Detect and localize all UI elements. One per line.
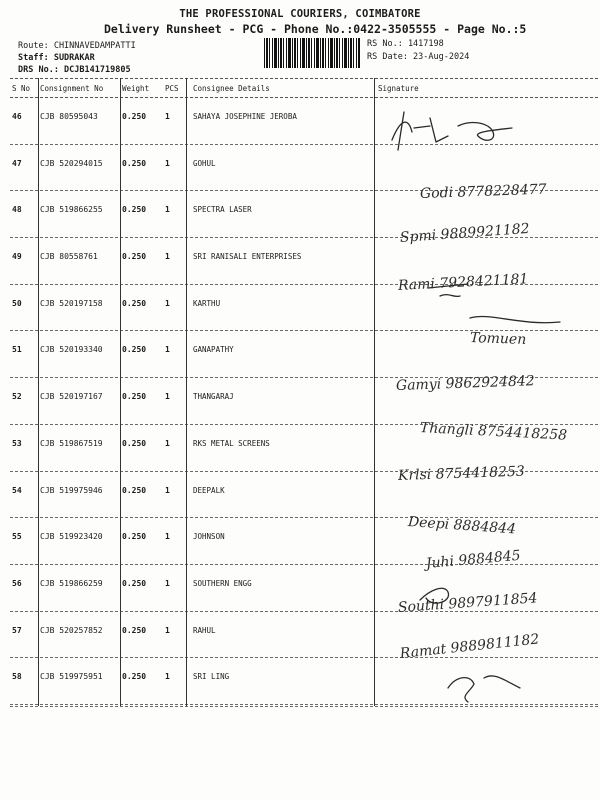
row-consignment: CJB 519923420 xyxy=(40,532,103,542)
row-consignee: THANGARAJ xyxy=(193,392,234,402)
col-weight: Weight xyxy=(122,84,150,93)
row-weight: 0.250 xyxy=(122,205,147,215)
row-sno: 53 xyxy=(12,438,22,448)
route-info xyxy=(18,40,136,76)
row-pcs: 1 xyxy=(165,485,170,495)
row-pcs: 1 xyxy=(165,112,170,121)
row-consignment: CJB 520193340 xyxy=(40,345,103,355)
row-pcs: 1 xyxy=(165,625,170,635)
row-consignment: CJB 519975951 xyxy=(40,672,103,682)
row-consignee: GANAPATHY xyxy=(193,345,234,355)
rs-date: RS Date: 23-Aug-2024 xyxy=(367,52,470,62)
company-name: THE PROFESSIONAL COURIERS, COIMBATORE xyxy=(179,8,421,20)
row-sno: 46 xyxy=(12,112,22,121)
signature-text: Juhi 9884845 xyxy=(425,547,522,572)
row-weight: 0.250 xyxy=(122,578,147,588)
column-divider xyxy=(186,78,187,706)
row-weight: 0.250 xyxy=(122,485,147,495)
row-weight: 0.250 xyxy=(122,252,147,262)
signature-text: Krlsi 8754418253 xyxy=(397,463,526,484)
table-row xyxy=(10,98,598,145)
signature-text: Spmi 9889921182 xyxy=(399,220,531,246)
row-weight: 0.250 xyxy=(122,345,147,355)
row-pcs: 1 xyxy=(165,298,170,308)
drs-number: DRS No.: DCJB141719805 xyxy=(18,65,131,75)
rs-number: RS No.: 1417198 xyxy=(367,39,444,49)
signature-text: Godi 8778228477 xyxy=(419,181,547,202)
row-sno: 58 xyxy=(12,672,22,682)
column-divider xyxy=(374,78,375,706)
row-sno: 47 xyxy=(12,158,22,168)
row-consignee: SAHAYA JOSEPHINE JEROBA xyxy=(193,112,297,121)
row-consignee: SRI RANISALI ENTERPRISES xyxy=(193,252,302,262)
table-row xyxy=(10,285,598,332)
row-sno: 50 xyxy=(12,298,22,308)
row-consignment: CJB 520197167 xyxy=(40,392,103,402)
row-weight: 0.250 xyxy=(122,298,147,308)
row-consignment: CJB 520197158 xyxy=(40,298,103,308)
staff-label: Staff: SUDRAKAR xyxy=(18,53,95,63)
row-consignment: CJB 519975946 xyxy=(40,485,103,495)
row-sno: 48 xyxy=(12,205,22,215)
row-weight: 0.250 xyxy=(122,532,147,542)
table-bottom-rule xyxy=(10,706,598,707)
row-consignee: DEEPALK xyxy=(193,485,225,495)
row-pcs: 1 xyxy=(165,252,170,262)
row-sno: 56 xyxy=(12,578,22,588)
row-pcs: 1 xyxy=(165,578,170,588)
col-signature: Signature xyxy=(378,84,419,93)
row-sno: 49 xyxy=(12,252,22,262)
row-pcs: 1 xyxy=(165,205,170,215)
runsheet-title: Delivery Runsheet - PCG - Phone No.:0422-3505555 - Page No.:5 xyxy=(104,22,527,36)
row-sno: 55 xyxy=(12,532,22,542)
row-sno: 52 xyxy=(12,392,22,402)
signature-text: Rami 7928421181 xyxy=(397,271,529,294)
runsheet-header xyxy=(0,0,600,80)
row-consignee: KARTHU xyxy=(193,298,221,308)
rs-info xyxy=(367,38,469,64)
row-pcs: 1 xyxy=(165,672,170,682)
row-consignee: SRI LING xyxy=(193,672,230,682)
route-label: Route: CHINNAVEDAMPATTI xyxy=(18,41,136,51)
row-consignee: GOHUL xyxy=(193,158,216,168)
row-weight: 0.250 xyxy=(122,438,147,448)
barcode xyxy=(264,38,360,68)
row-pcs: 1 xyxy=(165,345,170,355)
row-sno: 51 xyxy=(12,345,22,355)
row-consignee: JOHNSON xyxy=(193,532,225,542)
table-header xyxy=(10,78,598,98)
col-consignee: Consignee Details xyxy=(193,84,270,93)
row-sno: 54 xyxy=(12,485,22,495)
row-weight: 0.250 xyxy=(122,672,147,682)
row-pcs: 1 xyxy=(165,158,170,168)
row-weight: 0.250 xyxy=(122,625,147,635)
row-pcs: 1 xyxy=(165,392,170,402)
col-consignment: Consignment No xyxy=(40,84,104,93)
row-sno: 57 xyxy=(12,625,22,635)
row-consignee: RAHUL xyxy=(193,625,216,635)
signature-text: Thangli 8754418258 xyxy=(419,420,568,444)
column-divider xyxy=(38,78,39,706)
row-consignment: CJB 80595043 xyxy=(40,112,98,121)
table-row xyxy=(10,658,598,705)
row-consignment: CJB 519866259 xyxy=(40,578,103,588)
col-sno: S No xyxy=(12,84,31,93)
col-pcs: PCS xyxy=(165,84,179,93)
row-weight: 0.250 xyxy=(122,112,147,121)
row-consignee: SOUTHERN ENGG xyxy=(193,578,252,588)
row-consignee: SPECTRA LASER xyxy=(193,205,252,215)
row-pcs: 1 xyxy=(165,438,170,448)
row-consignment: CJB 80558761 xyxy=(40,252,98,262)
row-pcs: 1 xyxy=(165,532,170,542)
row-consignment: CJB 520294015 xyxy=(40,158,103,168)
signature-text: Gamyi 9862924842 xyxy=(395,373,535,394)
row-consignment: CJB 520257852 xyxy=(40,625,103,635)
row-consignment: CJB 519866255 xyxy=(40,205,103,215)
signature-text: Deepi 8884844 xyxy=(407,514,517,538)
row-consignee: RKS METAL SCREENS xyxy=(193,438,270,448)
signature-text: Ramat 9889811182 xyxy=(399,631,541,662)
signature-text: Tomuen xyxy=(469,330,527,348)
runsheet-table xyxy=(10,78,598,705)
column-divider xyxy=(120,78,121,706)
row-consignment: CJB 519867519 xyxy=(40,438,103,448)
row-weight: 0.250 xyxy=(122,158,147,168)
row-weight: 0.250 xyxy=(122,392,147,402)
signature-text: Southi 9897911854 xyxy=(397,590,538,616)
